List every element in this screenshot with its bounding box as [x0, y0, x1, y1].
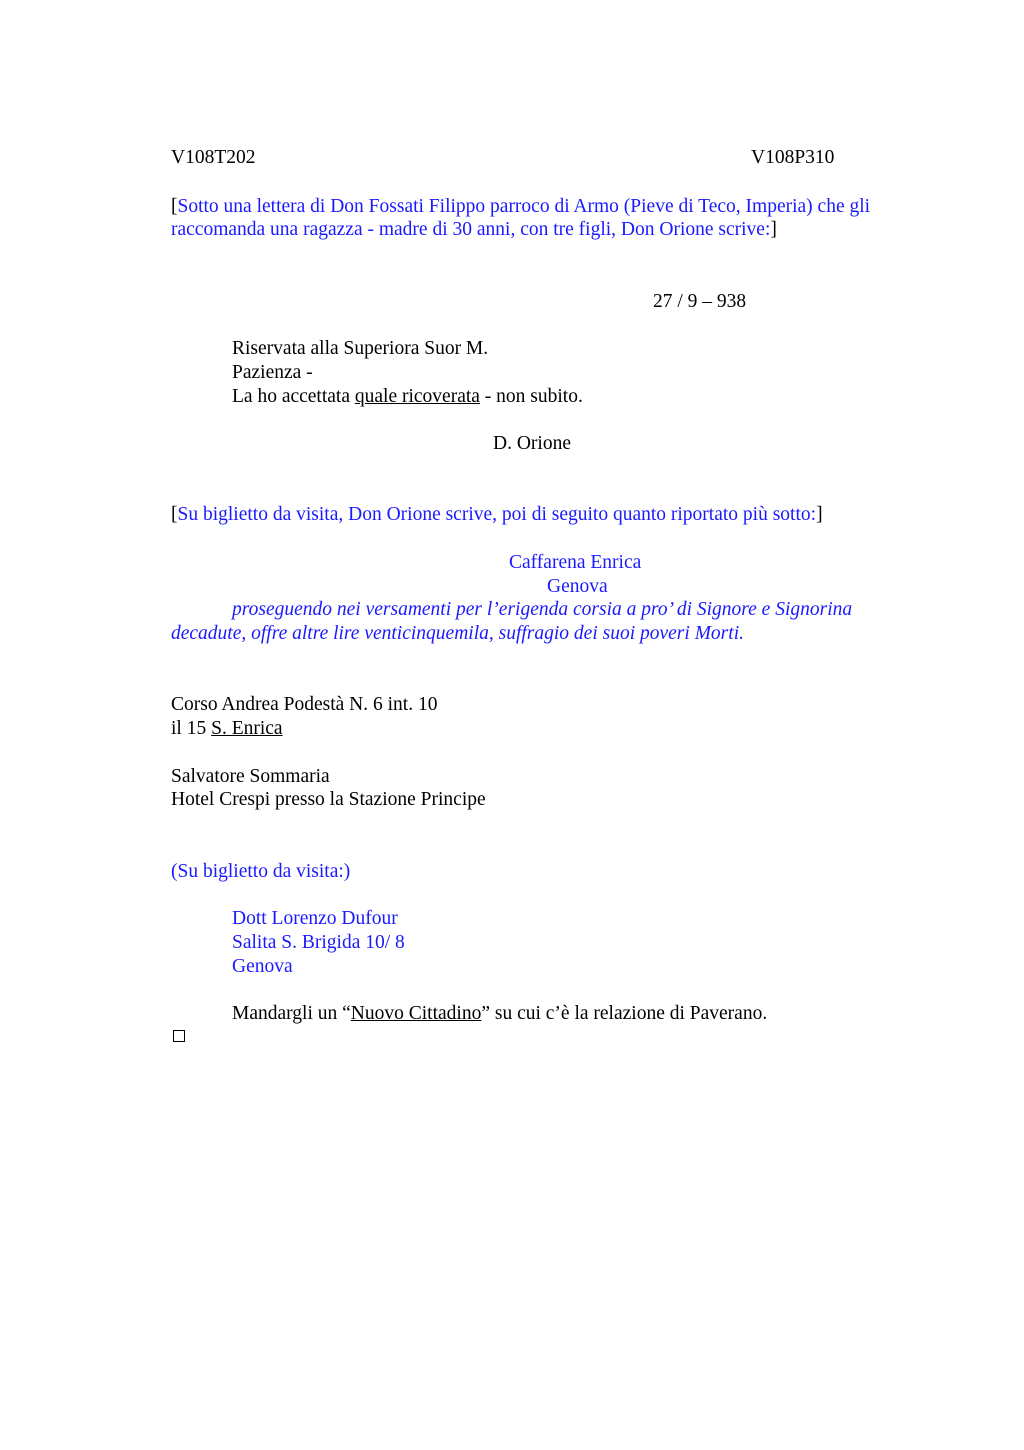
- card-recipient-city: Genova: [232, 956, 293, 977]
- editorial-note-text-2: raccomanda una ragazza - madre di 30 anni, con tre figli, Don Orione scrive:: [171, 219, 771, 240]
- instruction-suffix: ” su cui c’è la relazione di Paverano.: [481, 1003, 768, 1024]
- editorial-note-line-2: [171, 218, 777, 242]
- feast-day-line: [171, 717, 283, 741]
- letter-line-1: Riservata alla Superiora Suor M.: [232, 338, 489, 359]
- donation-text-line-1: proseguendo nei versamenti per l’erigenda corsia a pro’ di Signore e Signorina: [232, 599, 853, 620]
- letter-line-3: [232, 385, 583, 409]
- editorial-note-text-1: Sotto una lettera di Don Fossati Filippo parroco di Armo (Pieve di Teco, Imperia) che gli: [177, 196, 871, 217]
- visiting-card-note: [171, 503, 823, 527]
- donor-name: Caffarena Enrica: [509, 552, 642, 573]
- donor-city: Genova: [547, 576, 608, 597]
- editorial-note-line-1: [171, 195, 870, 219]
- visiting-card-heading: (Su biglietto da visita:): [171, 861, 351, 882]
- instruction-prefix: Mandargli un “: [232, 1003, 351, 1024]
- feast-day-prefix: il 15: [171, 718, 212, 739]
- document-code-right: V108P310: [751, 147, 835, 168]
- visiting-card-note-text: Su biglietto da visita, Don Orione scrive, poi di seguito quanto riportato più sotto:: [177, 504, 817, 525]
- contact-name: Salvatore Sommaria: [171, 766, 330, 787]
- contact-hotel: Hotel Crespi presso la Stazione Principe: [171, 789, 486, 810]
- card-recipient-street: Salita S. Brigida 10/ 8: [232, 932, 405, 953]
- bracket-close: ]: [816, 504, 823, 525]
- donation-text-line-2: decadute, offre altre lire venticinquemila, suffragio dei suoi poveri Morti.: [171, 623, 744, 644]
- letter-underlined-phrase: quale ricoverata: [354, 386, 480, 407]
- letter-line-3-start: La ho accettata: [232, 386, 355, 407]
- address-line: Corso Andrea Podestà N. 6 int. 10: [171, 694, 438, 715]
- instruction-line: [232, 1002, 767, 1026]
- letter-signature: D. Orione: [493, 433, 571, 454]
- bracket-open: [: [171, 196, 178, 217]
- document-code-left: V108T202: [171, 147, 256, 168]
- checkbox-icon: [173, 1030, 185, 1042]
- feast-day-saint: S. Enrica: [211, 718, 283, 739]
- letter-line-3-end: - non subito.: [479, 386, 583, 407]
- bracket-open: [: [171, 504, 178, 525]
- card-recipient-name: Dott Lorenzo Dufour: [232, 908, 398, 929]
- bracket-close: ]: [770, 219, 777, 240]
- letter-line-2: Pazienza -: [232, 362, 313, 383]
- newspaper-title: Nuovo Cittadino: [350, 1003, 482, 1024]
- letter-date: 27 / 9 – 938: [653, 291, 747, 312]
